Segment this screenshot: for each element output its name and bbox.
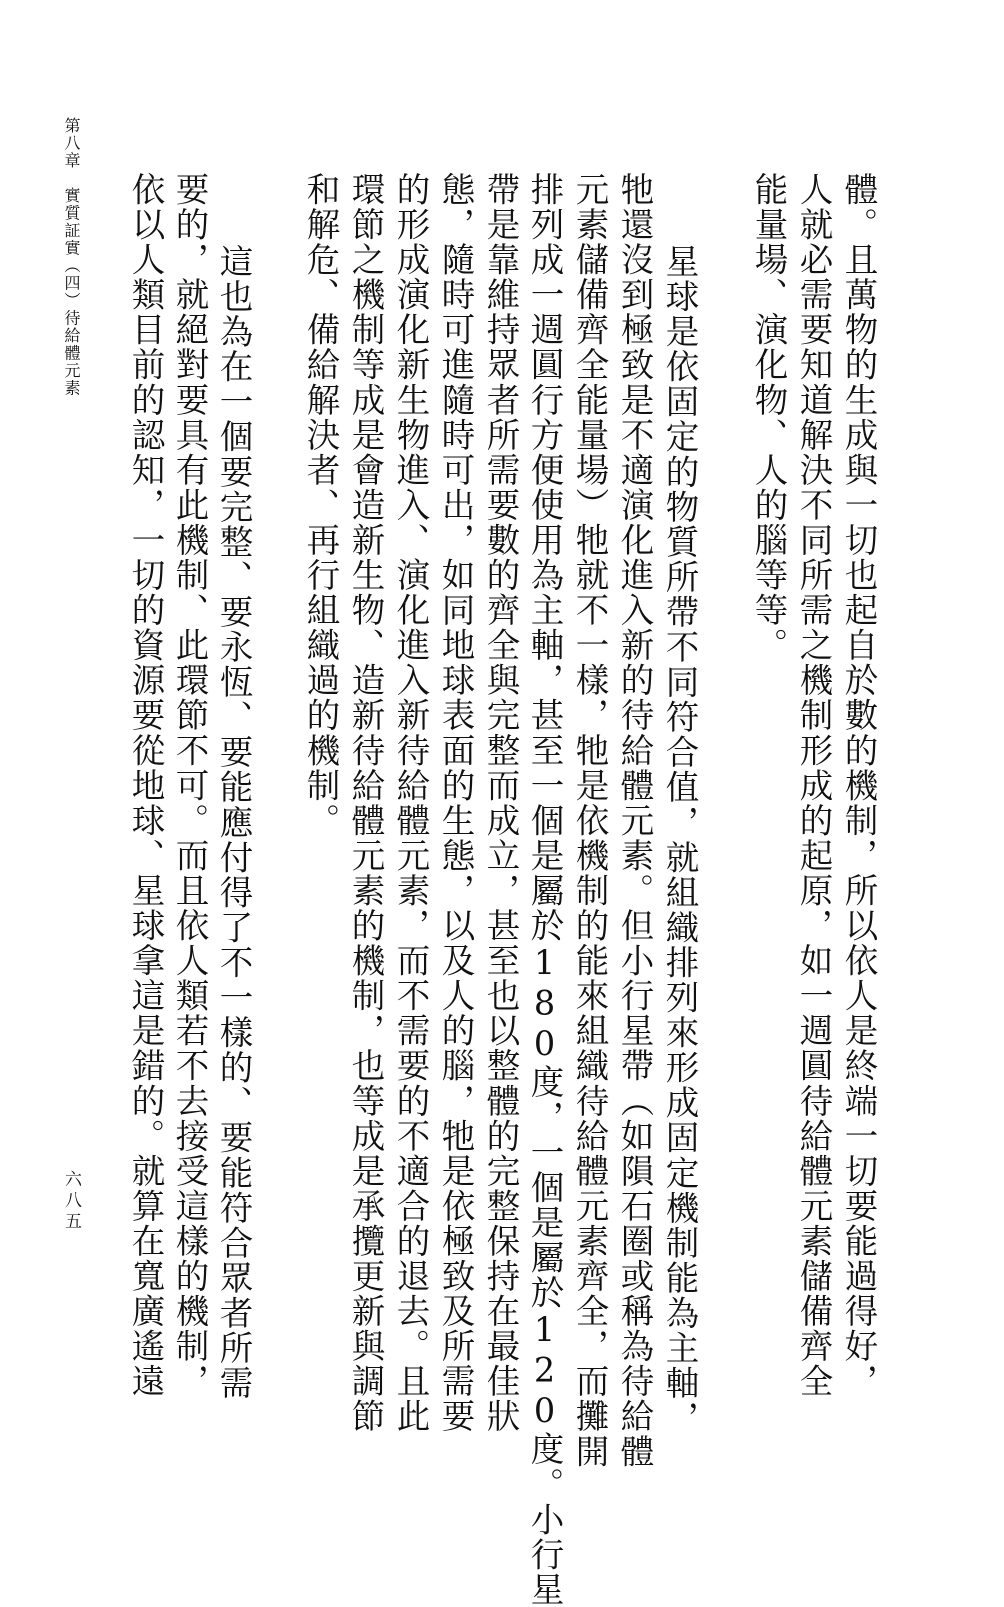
text-column-5: 牠還沒到極致是不適演化進入新的待給體元素。但小行星帶（如隕石圈或稱為待給體 [615, 172, 654, 1469]
text-column-8: 帶是靠維持眾者所需要數的齊全與完整而成立，甚至也以整體的完整保持在最佳狀 [481, 172, 520, 1434]
running-header: 第八章 實質証實（四）待給體元素 [62, 117, 81, 397]
text-column-7: 排列成一週圓行方便使用為主軸，甚至一個是屬於180度，一個是屬於120度。小行星 [525, 172, 564, 1607]
text-column-13: 這也為在一個要完整、要永恆、要能應付得了不一樣的、要能符合眾者所需 [214, 244, 253, 1401]
text-column-4: 星球是依固定的物質所帶不同符合值，就組織排列來形成固定機制能為主軸， [660, 244, 699, 1436]
text-column-10: 的形成演化新生物進入、演化進入新待給體元素，而不需要的不適合的退去。且此 [391, 172, 430, 1434]
text-column-9: 態，隨時可進隨時可出，如同地球表面的生態，以及人的腦，牠是依極致及所需要 [436, 172, 475, 1434]
text-column-14: 要的，就絕對要具有此機制、此環節不可。而且依人類若不去接受這樣的機制， [170, 172, 209, 1399]
text-column-2: 人就必需要知道解決不同所需之機制形成的起原，如一週圓待給體元素儲備齊全 [794, 172, 833, 1399]
text-column-11: 環節之機制等成是會造新生物、造新待給體元素的機制，也等成是承攬更新與調節 [346, 172, 385, 1434]
text-column-12: 和解危、備給解決者、再行組織過的機制。 [301, 172, 340, 838]
text-column-1: 體。且萬物的生成與一切也起自於數的機制，所以依人是終端一切要能過得好， [839, 172, 878, 1399]
text-column-6: 元素儲備齊全能量場）牠就不一樣，牠是依機制的能來組織待給體元素齊全，而攤開 [570, 172, 609, 1469]
text-column-15: 依以人類目前的認知，一切的資源要從地球、星球拿這是錯的。就算在寬廣遙遠 [126, 172, 165, 1399]
text-column-3: 能量場、演化物、人的腦等等。 [749, 172, 788, 663]
page-number: 六八五 [61, 1170, 81, 1233]
